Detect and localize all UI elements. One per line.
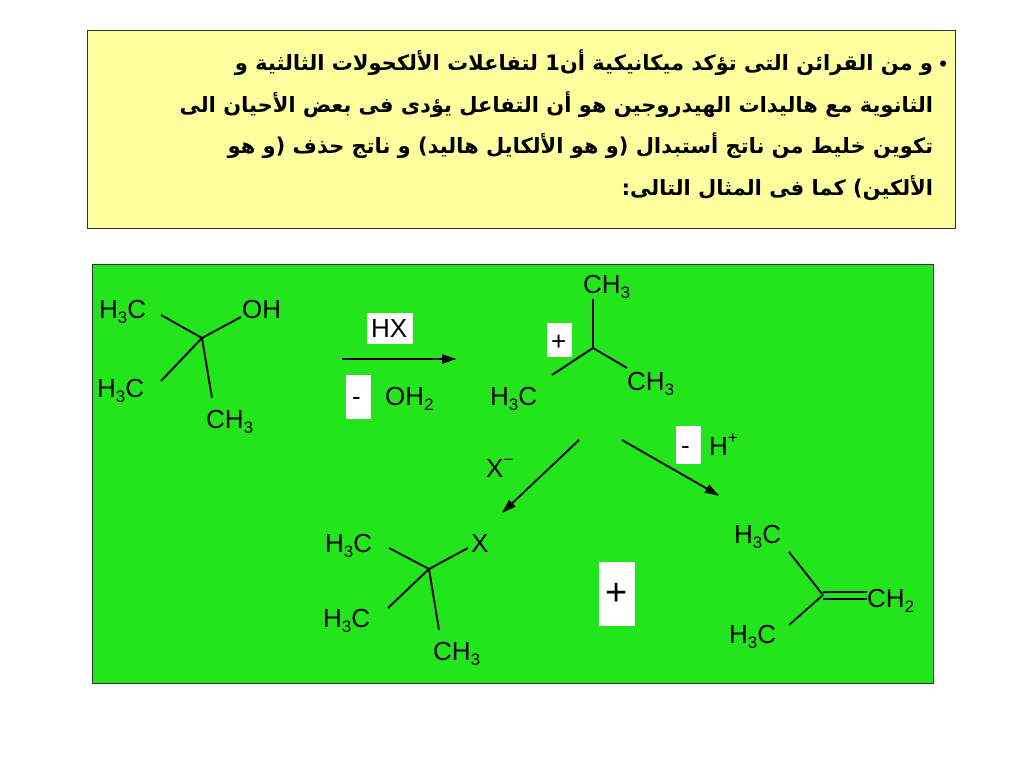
h3c-label: $H_3C$ [99, 294, 147, 327]
h3c-label: $H_3C$ [325, 528, 373, 561]
positive-charge: + [551, 326, 567, 356]
bond [789, 552, 823, 595]
nucleophile-label: X− [486, 450, 514, 483]
minus-label: - [681, 430, 690, 460]
x-label: X [471, 528, 489, 558]
substitution-arrow [503, 440, 579, 512]
paragraph [96, 43, 933, 209]
ch3-label: $CH_3$ [583, 269, 631, 302]
paragraph-line: تكوين خليط من ناتج أستبدال (و هو الألكايل هاليد) و ناتج حذف (و هو [227, 134, 933, 158]
h3c-label: $H_3C$ [729, 619, 777, 652]
h3c-label: $H_3C$ [323, 603, 371, 636]
paragraph-line: الألكين) كما فى المثال التالى: [621, 175, 933, 200]
bond [389, 548, 429, 569]
h3c-label: $H_3C$ [734, 519, 782, 552]
plus-box [599, 562, 635, 626]
minus-box [676, 426, 701, 464]
bond [593, 348, 627, 368]
oh2-label: $OH_2$ [385, 381, 434, 414]
plus-sign: + [605, 572, 628, 614]
bond [388, 569, 429, 608]
elimination-arrow [622, 440, 718, 495]
paragraph-line: الثانوية مع هاليدات الهيدروجين هو أن التفاعل يؤدى فى بعض الأحيان الى [179, 92, 933, 117]
ch3-label: $CH_3$ [627, 366, 675, 399]
charge-box [547, 323, 572, 357]
reaction-diagram [92, 264, 934, 684]
ch3-label: $CH_3$ [433, 636, 481, 669]
proton-label: H+ [709, 428, 738, 461]
hx-label: HX [371, 313, 408, 343]
bond [202, 338, 212, 398]
bond-lines [93, 265, 935, 685]
ch2-label: $CH_2$ [867, 583, 915, 616]
h3c-label: $H_3C$ [97, 373, 145, 406]
bond [202, 317, 241, 338]
bond [429, 548, 468, 569]
bond [789, 595, 823, 625]
paragraph-line: و من القرائن التى تؤكد ميكانيكية أن1 لتفاعلات الألكحولات الثالثية و [234, 51, 933, 75]
ch3-label: $CH_3$ [206, 404, 254, 437]
minus-box [346, 375, 371, 419]
h3c-label: $H_3C$ [490, 381, 538, 414]
bond [161, 315, 202, 338]
minus-label: - [352, 381, 361, 411]
reagent-hx-box [367, 313, 413, 344]
bullet: • [939, 51, 947, 76]
text-box [87, 30, 956, 229]
bond [161, 338, 202, 381]
oh-label: OH [242, 294, 281, 324]
bond [429, 569, 439, 630]
